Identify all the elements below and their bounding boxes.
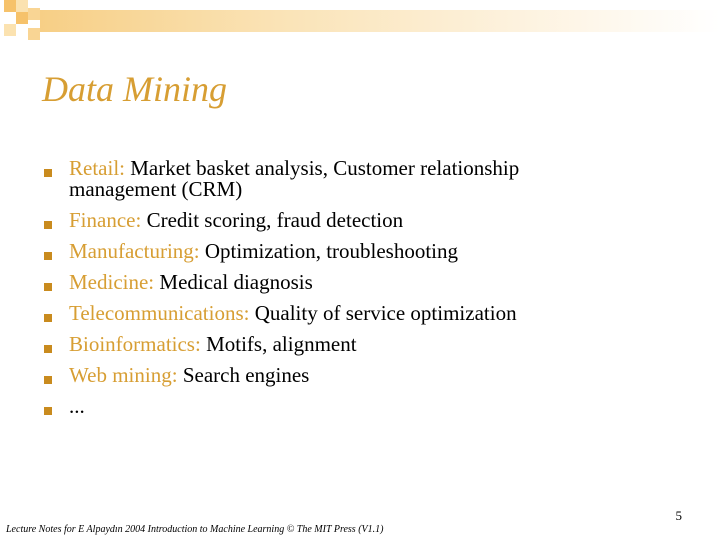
bullet-item-ellipsis bbox=[40, 396, 620, 417]
decor-square bbox=[16, 0, 28, 12]
page-number: 5 bbox=[675, 508, 682, 523]
bullet-text: Medical diagnosis bbox=[154, 270, 313, 294]
bullet-key: Finance: bbox=[69, 208, 142, 232]
bullet-item-retail bbox=[40, 158, 620, 200]
square-bullet-icon bbox=[44, 283, 52, 291]
bullet-item-medicine bbox=[40, 272, 620, 293]
bullet-item-bioinformatics bbox=[40, 334, 620, 355]
bullet-text: ... bbox=[69, 394, 85, 418]
decor-square bbox=[4, 24, 16, 36]
footer-citation: Lecture Notes for E Alpaydın 2004 Introduction to Machine Learning © The MIT Press (V1.1) bbox=[6, 524, 384, 535]
bullet-key: Medicine: bbox=[69, 270, 155, 294]
bullet-text: Motifs, alignment bbox=[200, 332, 357, 356]
bullet-text: Optimization, troubleshooting bbox=[199, 239, 459, 263]
decor-square bbox=[4, 0, 16, 12]
bullet-key: Bioinformatics: bbox=[69, 332, 201, 356]
square-bullet-icon bbox=[44, 345, 52, 353]
decor-square bbox=[16, 12, 28, 24]
bullet-text: Search engines bbox=[177, 363, 310, 387]
header-decoration-band bbox=[0, 0, 720, 44]
square-bullet-icon bbox=[44, 376, 52, 384]
bullet-item-finance bbox=[40, 210, 620, 231]
bullet-text: Credit scoring, fraud detection bbox=[141, 208, 404, 232]
square-bullet-icon bbox=[44, 169, 52, 177]
square-bullet-icon bbox=[44, 252, 52, 260]
bullet-item-telecommunications bbox=[40, 303, 620, 324]
decor-square bbox=[28, 8, 40, 20]
bullet-key: Telecommunications: bbox=[69, 301, 250, 325]
bullet-key: Web mining: bbox=[69, 363, 178, 387]
bullet-item-manufacturing bbox=[40, 241, 620, 262]
bullet-text: Market basket analysis, Customer relationship management (CRM) bbox=[69, 156, 520, 201]
square-bullet-icon bbox=[44, 314, 52, 322]
square-bullet-icon bbox=[44, 407, 52, 415]
bullet-key: Manufacturing: bbox=[69, 239, 200, 263]
bullet-item-web-mining bbox=[40, 365, 620, 386]
header-gradient-strip bbox=[40, 10, 720, 32]
decor-square bbox=[28, 28, 40, 40]
bullet-list bbox=[40, 158, 620, 427]
bullet-key: Retail: bbox=[69, 156, 125, 180]
square-bullet-icon bbox=[44, 221, 52, 229]
bullet-text: Quality of service optimization bbox=[249, 301, 517, 325]
slide-title: Data Mining bbox=[42, 69, 227, 109]
